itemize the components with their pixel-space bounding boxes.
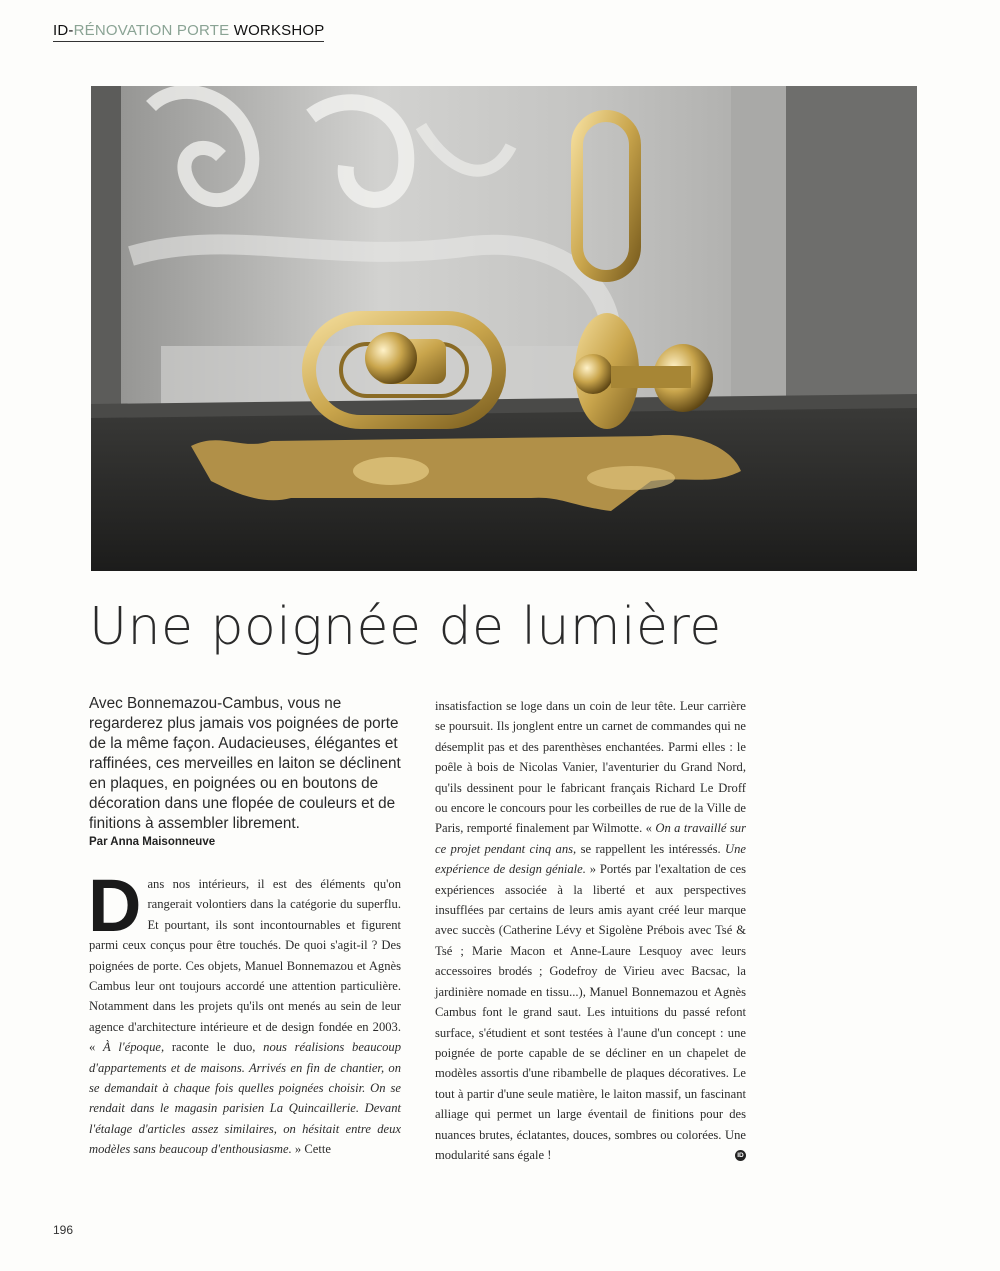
- right-column: [435, 696, 746, 1165]
- body-text-segment: insatisfaction se loge dans un coin de leur tête. Leur carrière se poursuit. Ils jonglent entre un carnet de commandes qui ne désemplit pas et des parenthèses enchantées. Parmi elles : le poêle à bois de Nicolas Vanier, l'aventurier du Grand Nord, qu'ils dessinent pour le fabricant français Richard Le Droff ou encore le concours pour les corbeilles de rue de la Ville de Paris, remporté finalement par Wilmotte. «: [435, 699, 746, 836]
- section-category: RÉNOVATION PORTE: [73, 22, 230, 39]
- page-number: 196: [53, 1223, 74, 1237]
- brass-handles-illustration: [91, 86, 917, 571]
- section-header: [53, 22, 324, 42]
- quote-segment: On a travaillé sur ce projet pendant cinq ans,: [435, 821, 746, 856]
- body-paragraph-left: [88, 864, 401, 1160]
- body-paragraph-right: [435, 696, 746, 1165]
- end-mark-icon: ID: [735, 1150, 746, 1161]
- body-text-segment: raconte le duo,: [164, 1040, 264, 1055]
- body-text-segment: » Portés par l'exaltation de ces expériences associée à la liberté et aux perspectives insufflées par certains de leurs amis ayant créé leur marque avec succès (Catherine Lévy et Sigolène Prébois avec Tsé & Tsé ; Marie Macon et Anne-Laure Lesquoy avec leurs accessoires brodés ; Godefroy de Virieu avec Bacsac, la jardinière nomade en tissu...), Manuel Bonnemazou et Agnès Cambus font le grand saut. Les intuitions du passé refont surface, s'étudient et sont testées à l'aune d'un concept : une poignée de porte capable de se décliner en un chapelet de modèles assortis d'une ribambelle de plaques décoratives. Le tout à partir d'une seule matière, le laiton massif, un fascinant alliage qui permet un large éventail de finitions pour des nuances brutes, éclatantes, douces, sombres ou colorées. Une modularité sans égale !: [435, 862, 746, 1162]
- quote-segment: À l'époque,: [103, 1040, 165, 1055]
- body-text-segment: se rappellent les intéressés.: [576, 841, 726, 856]
- article-photo: [91, 86, 917, 571]
- quote-segment: nous réalisions beaucoup d'appartements et de maisons. Arrivés en fin de chantier, on se demandait à chaque fois quelles poignées choisir. On se rendait dans le magasin parisien La Quincaillerie. Devant l'étalage d'articles assez similaires, on hésitait entre deux modèles sans beaucoup d'enthousiasme.: [89, 1040, 401, 1157]
- body-text-segment: ans nos intérieurs, il est des éléments qu'on rangerait volontiers dans la catégorie du superflu. Et pourtant, ils sont incontournables et figurent parmi ceux conçus pour être touchés. De quoi s'agit-il ? Des poignées de porte. Ces objets, Manuel Bonnemazou et Agnès Cambus leur ont toujours accordé une attention particulière. Notamment dans les projets qu'ils ont menés au sein de leur agence d'architecture intérieure et de design fondée en 2003. «: [89, 877, 401, 1055]
- drop-cap: D: [88, 864, 142, 947]
- article-standfirst: Avec Bonnemazou-Cambus, vous ne regarderez plus jamais vos poignées de porte de la même façon. Audacieuses, élégantes et raffinées, ces merveilles en laiton se déclinent en plaques, en poignées ou en boutons de décoration dans une flopée de couleurs et de finitions à assembler librement.: [89, 695, 401, 832]
- quote-segment: Une expérience de design géniale.: [435, 841, 746, 877]
- left-column: [89, 694, 401, 1160]
- section-brand: ID-: [53, 22, 74, 39]
- body-text-segment: » Cette: [291, 1142, 331, 1157]
- article-byline: Par Anna Maisonneuve: [89, 836, 216, 848]
- article-title: Une poignée de lumière: [89, 597, 722, 657]
- section-subcategory: WORKSHOP: [229, 22, 325, 39]
